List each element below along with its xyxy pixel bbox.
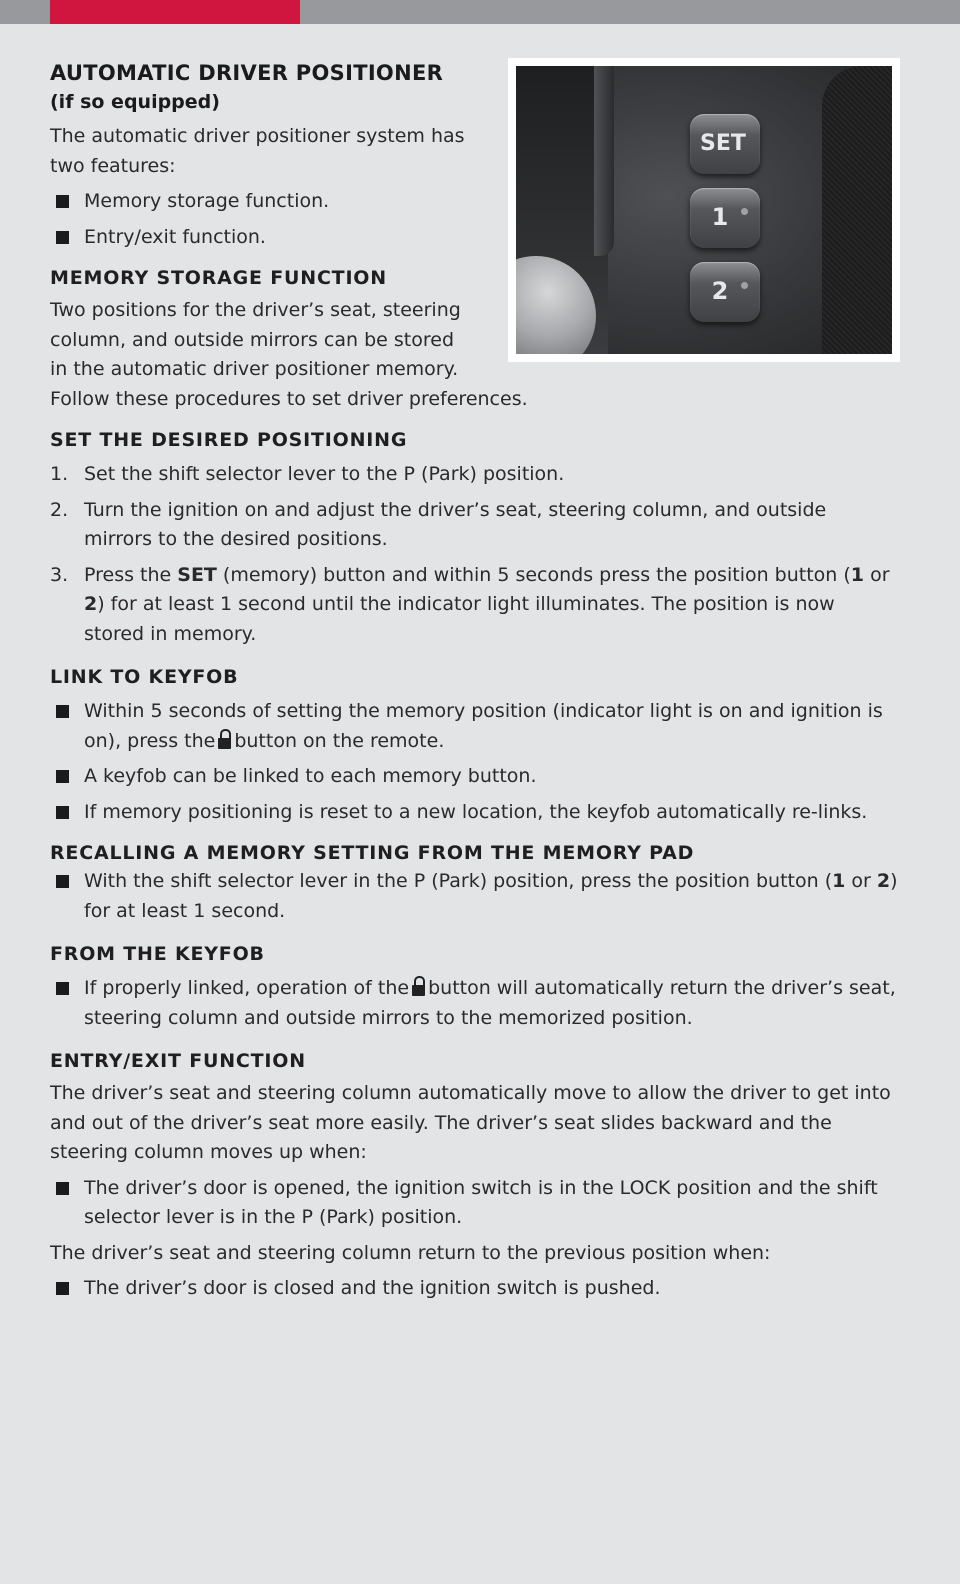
list-item-text: Within 5 seconds of setting the memory position (indicator light is on and ignition is on), press the: [84, 700, 883, 752]
list-item: [50, 974, 900, 1033]
list-item-text: The driver’s door is closed and the ignition switch is pushed.: [84, 1277, 661, 1299]
list-item-text: Entry/exit function.: [84, 225, 266, 248]
list-item: [50, 697, 900, 756]
memory-storage-paragraph: [50, 296, 900, 414]
paragraph-line: column, and outside mirrors can be stored: [50, 328, 455, 351]
link-keyfob-heading: LINK TO KEYFOB: [50, 666, 239, 688]
step-number: 2.: [50, 498, 69, 521]
step-item: [50, 460, 900, 490]
step-item: [50, 561, 900, 650]
photo-button-2-label: 2: [711, 277, 729, 305]
set-positioning-heading: SET THE DESIRED POSITIONING: [50, 429, 408, 451]
entry-exit-list: [50, 1174, 900, 1233]
recall-pad-heading: RECALLING A MEMORY SETTING FROM THE MEMORY PAD: [50, 842, 695, 864]
page-content: [50, 58, 900, 1310]
list-item: [50, 762, 900, 792]
step-number: 3.: [50, 563, 69, 586]
intro-line: two features:: [50, 154, 176, 177]
features-list: [50, 187, 900, 252]
photo-button-1-label: 1: [711, 203, 729, 231]
list-item: [50, 1174, 900, 1233]
return-paragraph: The driver’s seat and steering column return to the previous position when:: [50, 1241, 771, 1264]
bullet-square-icon: [56, 231, 69, 244]
button-2-ref: 2: [876, 870, 891, 892]
bullet-square-icon: [56, 1182, 69, 1195]
bullet-square-icon: [56, 195, 69, 208]
list-item-text: or: [845, 870, 877, 892]
entry-exit-heading: ENTRY/EXIT FUNCTION: [50, 1050, 306, 1072]
bullet-square-icon: [56, 875, 69, 888]
recall-pad-list: [50, 867, 900, 926]
from-keyfob-list: [50, 974, 900, 1033]
list-item: [50, 187, 900, 217]
step-text: ) for at least 1 second until the indicator light illuminates. The position is now stored in memory.: [84, 593, 835, 645]
paragraph-line: Follow these procedures to set driver preferences.: [50, 387, 528, 410]
list-item-text: button will automatically return the driver’s seat, steering column and outside mirrors to the memorized position.: [84, 977, 896, 1029]
return-list: [50, 1274, 900, 1304]
photo-set-label: SET: [700, 131, 746, 156]
button-2-ref: 2: [84, 593, 98, 615]
button-1-ref: 1: [832, 870, 846, 892]
memory-storage-heading: MEMORY STORAGE FUNCTION: [50, 267, 387, 289]
from-keyfob-heading: FROM THE KEYFOB: [50, 943, 265, 965]
page-title: AUTOMATIC DRIVER POSITIONER: [50, 61, 444, 85]
section-accent-tab: [50, 0, 300, 24]
list-item-text: If memory positioning is reset to a new location, the keyfob automatically re-links.: [84, 800, 868, 823]
paragraph-line: in the automatic driver positioner memory.: [50, 358, 459, 380]
intro-line: The automatic driver positioner system has: [50, 125, 465, 147]
list-item-text: A keyfob can be linked to each memory button.: [84, 765, 537, 787]
list-item: [50, 867, 900, 926]
list-item-text: ) for at least 1 second.: [84, 870, 898, 922]
page-subtitle: (if so equipped): [50, 91, 220, 113]
lock-icon: [218, 729, 231, 749]
list-item: [50, 223, 900, 253]
step-text: Set the shift selector lever to the P (Park) position.: [84, 463, 565, 485]
paragraph-line: Two positions for the driver’s seat, steering: [50, 299, 461, 321]
step-text: or: [864, 563, 890, 586]
list-item: [50, 798, 900, 828]
bullet-square-icon: [56, 1282, 69, 1295]
step-text: Turn the ignition on and adjust the driver’s seat, steering column, and outside mirrors to the desired positions.: [84, 498, 827, 550]
list-item-text: The driver’s door is opened, the ignition switch is in the LOCK position and the shift selector lever is in the P (Park) position.: [84, 1176, 878, 1228]
intro-paragraph: [50, 122, 470, 181]
bullet-square-icon: [56, 705, 69, 718]
step-text: (memory) button and within 5 seconds press the position button (: [216, 563, 851, 586]
button-1-ref: 1: [850, 563, 865, 586]
link-keyfob-list: [50, 697, 900, 827]
set-button-ref: SET: [177, 563, 217, 586]
list-item-text: Memory storage function.: [84, 190, 330, 212]
list-item-text: button on the remote.: [234, 729, 445, 752]
bullet-square-icon: [56, 770, 69, 783]
step-number: 1.: [50, 463, 69, 485]
step-text: Press the: [84, 563, 178, 586]
step-item: [50, 496, 900, 555]
list-item: [50, 1274, 900, 1304]
header-bar: [0, 0, 960, 24]
bullet-square-icon: [56, 806, 69, 819]
set-positioning-steps: [50, 460, 900, 649]
entry-exit-paragraph: The driver’s seat and steering column automatically move to allow the driver to get into and out of the driver’s seat more easily. The driver’s seat slides backward and the steering column moves up when:: [50, 1082, 891, 1163]
lock-icon: [412, 976, 425, 996]
bullet-square-icon: [56, 982, 69, 995]
list-item-text: With the shift selector lever in the P (Park) position, press the position button (: [84, 870, 833, 892]
list-item-text: If properly linked, operation of the: [84, 977, 410, 999]
